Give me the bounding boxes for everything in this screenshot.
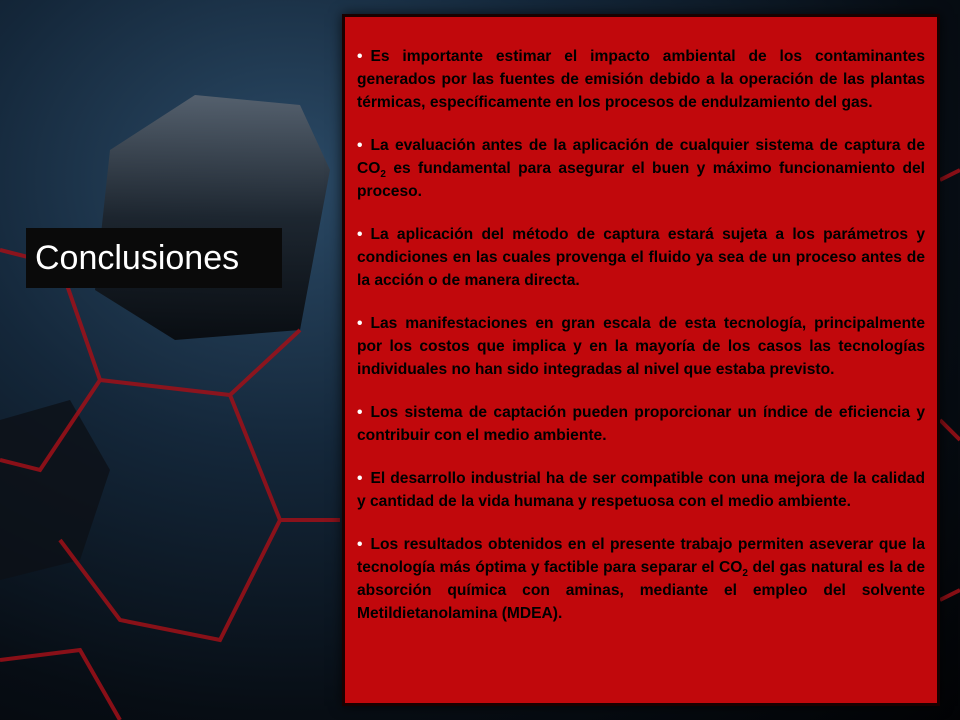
red-line-network <box>0 650 120 720</box>
bullet-dot-icon: • <box>357 404 363 421</box>
bullet-item: • La evaluación antes de la aplicación de cualquier sistema de captura de $CO_2$ es fundamental para asegurar el buen y máximo funcionamiento del proceso. <box>357 137 925 200</box>
bullet-dot-icon: • <box>357 48 363 65</box>
slide-title: Conclusiones <box>26 228 282 288</box>
red-line-network <box>940 590 960 600</box>
bullet-item: • Las manifestaciones en gran escala de esta tecnología, principalmente por los costos que implica y en la mayoría de los casos las tecnologías individuales no han sido integradas al nivel que estaba previsto. <box>357 315 925 378</box>
bullet-dot-icon: • <box>357 470 363 487</box>
bullet-item: • Los sistema de captación pueden proporcionar un índice de eficiencia y contribuir con el medio ambiente. <box>357 404 925 444</box>
bullet-item: • Los resultados obtenidos en el presente trabajo permiten aseverar que la tecnología más óptima y factible para separar el $CO_2$ del gas natural es la de absorción química con aminas, mediante el empleo del solvente Metildietanolamina (MDEA). <box>357 536 925 622</box>
bullet-dot-icon: • <box>357 137 363 154</box>
bullet-dot-icon: • <box>357 536 363 553</box>
bullet-item: • La aplicación del método de captura estará sujeta a los parámetros y condiciones en las cuales provenga el fluido ya sea de un proceso antes de la acción o de manera directa. <box>357 226 925 289</box>
bullet-dot-icon: • <box>357 226 363 243</box>
red-line-network <box>940 170 960 180</box>
hexagon-shape <box>95 95 330 340</box>
bullet-item: • El desarrollo industrial ha de ser compatible con una mejora de la calidad y cantidad de la vida humana y respetuosa con el medio ambiente. <box>357 470 925 510</box>
bullet-item: • Es importante estimar el impacto ambiental de los contaminantes generados por las fuentes de emisión debido a la operación de las plantas térmicas, específicamente en los procesos de endulzamiento del gas. <box>357 48 925 111</box>
red-line-network <box>940 420 960 440</box>
bullet-dot-icon: • <box>357 315 363 332</box>
hexagon-shape <box>0 400 110 580</box>
red-line-network <box>100 330 300 395</box>
conclusions-panel <box>342 14 940 706</box>
